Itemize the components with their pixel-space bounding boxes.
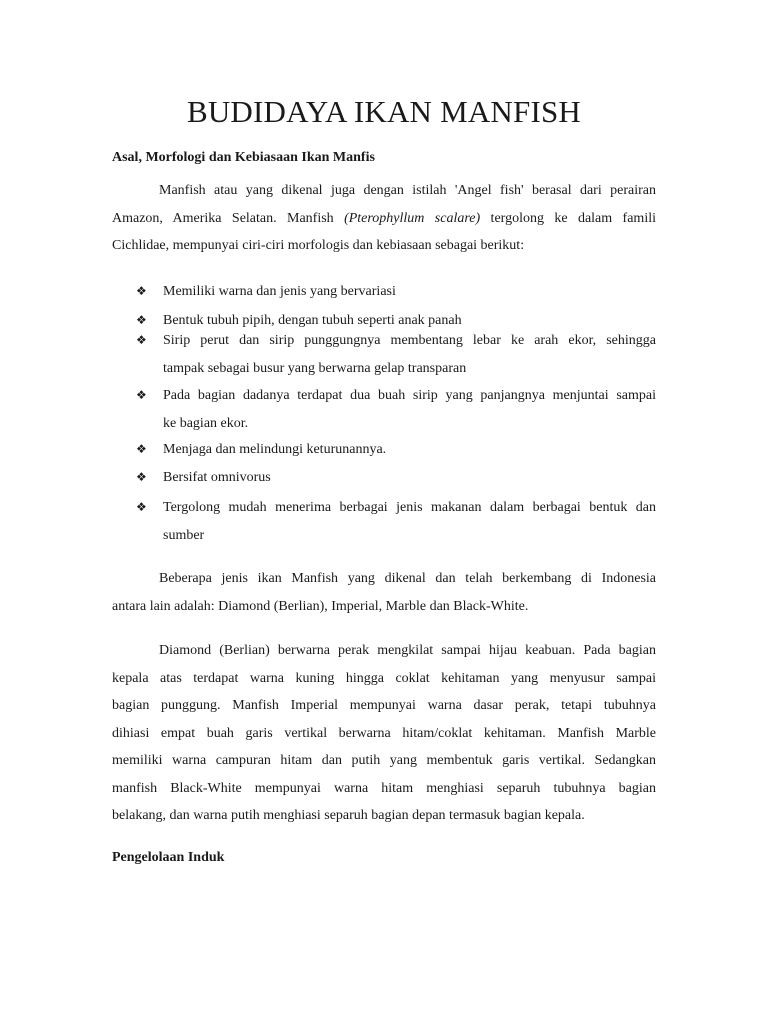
intro-line-2-after: tergolong ke dalam famili (480, 210, 656, 226)
varieties-line-1: Beberapa jenis ikan Manfish yang dikenal dan telah berkembang di Indonesia (159, 571, 656, 586)
list-item-text-cont: ke bagian ekor. (163, 415, 249, 431)
list-item-text: Sirip perut dan sirip punggungnya membentang lebar ke arah ekor, sehingga (163, 333, 656, 348)
diamond-bullet-icon: ❖ (136, 500, 147, 514)
diamond-bullet-icon: ❖ (136, 442, 147, 456)
intro-line-3: Cichlidae, mempunyai ciri-ciri morfologis dan kebiasaan sebagai berikut: (112, 238, 525, 253)
varieties-paragraph (112, 565, 656, 620)
document-title: BUDIDAYA IKAN MANFISH (186, 94, 582, 129)
section-heading-origin: Asal, Morfologi dan Kebiasaan Ikan Manfis (112, 150, 375, 165)
diamond-bullet-icon: ❖ (136, 388, 147, 402)
intro-line-2-before: Amazon, Amerika Selatan. Manfish (112, 210, 345, 226)
diamond-bullet-icon: ❖ (136, 313, 147, 327)
list-item-text: Menjaga dan melindungi keturunannya. (163, 442, 387, 457)
diamond-bullet-icon: ❖ (136, 284, 147, 298)
scientific-name: (Pterophyllum scalare) (344, 210, 481, 226)
descriptions-line: bagian punggung. Manfish Imperial mempunyai warna dasar perak, tetapi tubuhnya (112, 698, 656, 713)
descriptions-line: manfish Black-White mempunyai warna hitam menghiasi separuh tubuhnya bagian (112, 780, 656, 796)
list-item-text-cont: sumber (163, 527, 205, 543)
descriptions-line: dihiasi empat buah garis vertikal berwarna hitam/coklat kehitaman. Manfish Marble (112, 725, 656, 741)
section-heading-broodstock: Pengelolaan Induk (112, 850, 225, 865)
descriptions-line: belakang, dan warna putih menghiasi separuh bagian depan termasuk bagian kepala. (112, 808, 585, 823)
descriptions-line: Diamond (Berlian) berwarna perak mengkilat sampai hijau keabuan. Pada bagian (159, 643, 656, 658)
list-item-text: Pada bagian dadanya terdapat dua buah sirip yang panjangnya menjuntai sampai (163, 388, 656, 403)
list-item-text-cont: tampak sebagai busur yang berwarna gelap transparan (163, 360, 467, 376)
descriptions-paragraph (112, 637, 656, 830)
diamond-bullet-icon: ❖ (136, 470, 147, 484)
varieties-line-2: antara lain adalah: Diamond (Berlian), Imperial, Marble dan Black-White. (112, 598, 529, 614)
list-item-text: Bersifat omnivorus (163, 470, 271, 485)
intro-line-1: Manfish atau yang dikenal juga dengan istilah 'Angel fish' berasal dari perairan (159, 183, 656, 198)
list-item-text: Bentuk tubuh pipih, dengan tubuh seperti anak panah (163, 313, 462, 328)
descriptions-line: kepala atas terdapat warna kuning hingga coklat kehitaman yang menyusur sampai (112, 670, 656, 686)
diamond-bullet-icon: ❖ (136, 333, 147, 347)
intro-line-2 (112, 205, 656, 233)
descriptions-line: memiliki warna campuran hitam dan putih yang membentuk garis vertikal. Sedangkan (112, 753, 656, 768)
intro-paragraph (112, 177, 656, 260)
list-item-text: Tergolong mudah menerima berbagai jenis makanan dalam berbagai bentuk dan (163, 500, 656, 515)
list-item-text: Memiliki warna dan jenis yang bervariasi (163, 284, 396, 299)
